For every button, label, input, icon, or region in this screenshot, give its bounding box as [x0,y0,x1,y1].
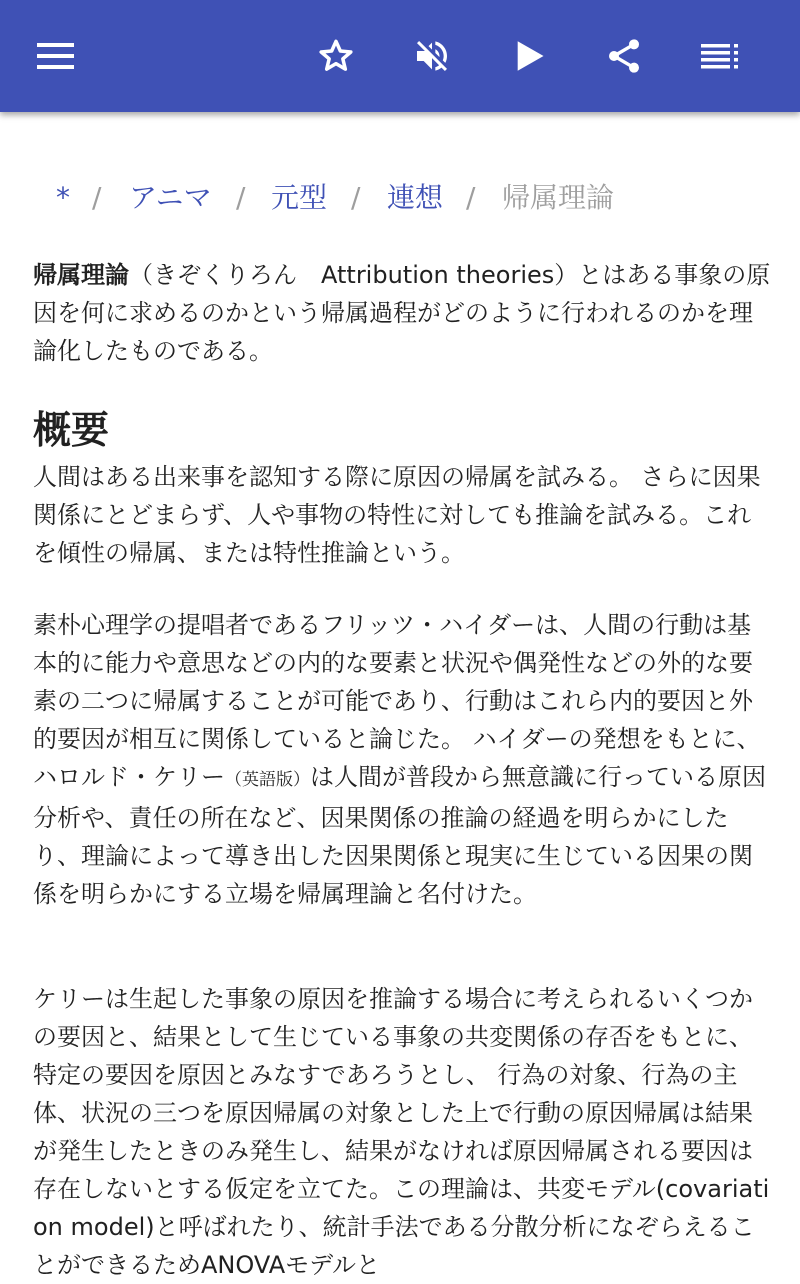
breadcrumb-item-archetype[interactable]: 元型 [271,181,328,214]
toc-icon [701,43,739,69]
section-title: 概要 [33,408,110,452]
breadcrumb-separator: / [351,181,361,214]
lead-term: 帰属理論 [33,261,129,289]
paragraph-3: ケリーは生起した事象の原因を推論する場合に考えられるいくつかの要因と、結果として生じている事象の共変関係の存否をもとに、特定の要因を原因とみなすであろうとし、 行為の対象、行為の主体、状況の三つを原因帰属の対象とした上で行動の原因帰属は結果が発生したときのみ発生し、結果がなければ原因帰属される要因は存在しないとする仮定を立てた。この理論は、共変モデル(covariation model)と呼ばれたり、統計手法である分散分析になぞらえることができるためANOVAモデルと [33,985,770,1279]
breadcrumb-item-association[interactable]: 連想 [387,181,444,214]
app-bar [0,0,800,112]
mute-button[interactable] [402,26,462,86]
breadcrumb-separator: / [236,181,246,214]
paragraph-2-text-cont: は人間が普段から無意識に行っている原因分析や、責任の所在など、因果関係の推論の経過を明らかにしたり、理論によって導き出した因果関係と現実に生じている因果の関係を明らかにする立場を帰属理論と名付けた。 [33,763,766,908]
breadcrumb-item-root[interactable]: * [56,181,70,214]
play-button[interactable] [500,26,560,86]
menu-button[interactable] [26,26,86,86]
english-version-link[interactable]: （英語版） [225,770,310,790]
breadcrumb-separator: / [92,181,102,214]
menu-icon [37,42,75,70]
paragraph-1: 人間はある出来事を認知する際に原因の帰属を試みる。 さらに因果関係にとどまらず、人や事物の特性に対しても推論を試みる。これを傾性の帰属、または特性推論という。 [33,463,761,567]
breadcrumb [0,176,800,220]
breadcrumb-current: 帰属理論 [502,181,615,214]
breadcrumb-item-anima[interactable]: アニマ [129,181,212,214]
table-of-contents-button[interactable] [690,26,750,86]
star-outline-icon [315,36,357,76]
volume-off-icon [412,36,452,76]
lead-paragraph [33,256,773,370]
lead-text: （きぞくりろん Attribution theories）とはある事象の原因を何に求めるのかという帰属過程がどのように行われるのかを理論化したものである。 [33,261,771,365]
breadcrumb-separator: / [466,181,476,214]
bookmark-star-button[interactable] [306,26,366,86]
share-button[interactable] [594,26,654,86]
play-icon [515,40,545,72]
share-icon [604,35,644,77]
paragraph-2 [33,606,773,913]
paragraph-2-text: 素朴心理学の提唱者であるフリッツ・ハイダーは、人間の行動は基本的に能力や意思などの内的な要素と状況や偶発性などの外的な要素の二つに帰属することが可能であり、行動はこれら内的要因と外的要因が相互に関係していると論じた。 ハイダーの発想をもとに、 ハロルド・ケリー [33,611,761,791]
